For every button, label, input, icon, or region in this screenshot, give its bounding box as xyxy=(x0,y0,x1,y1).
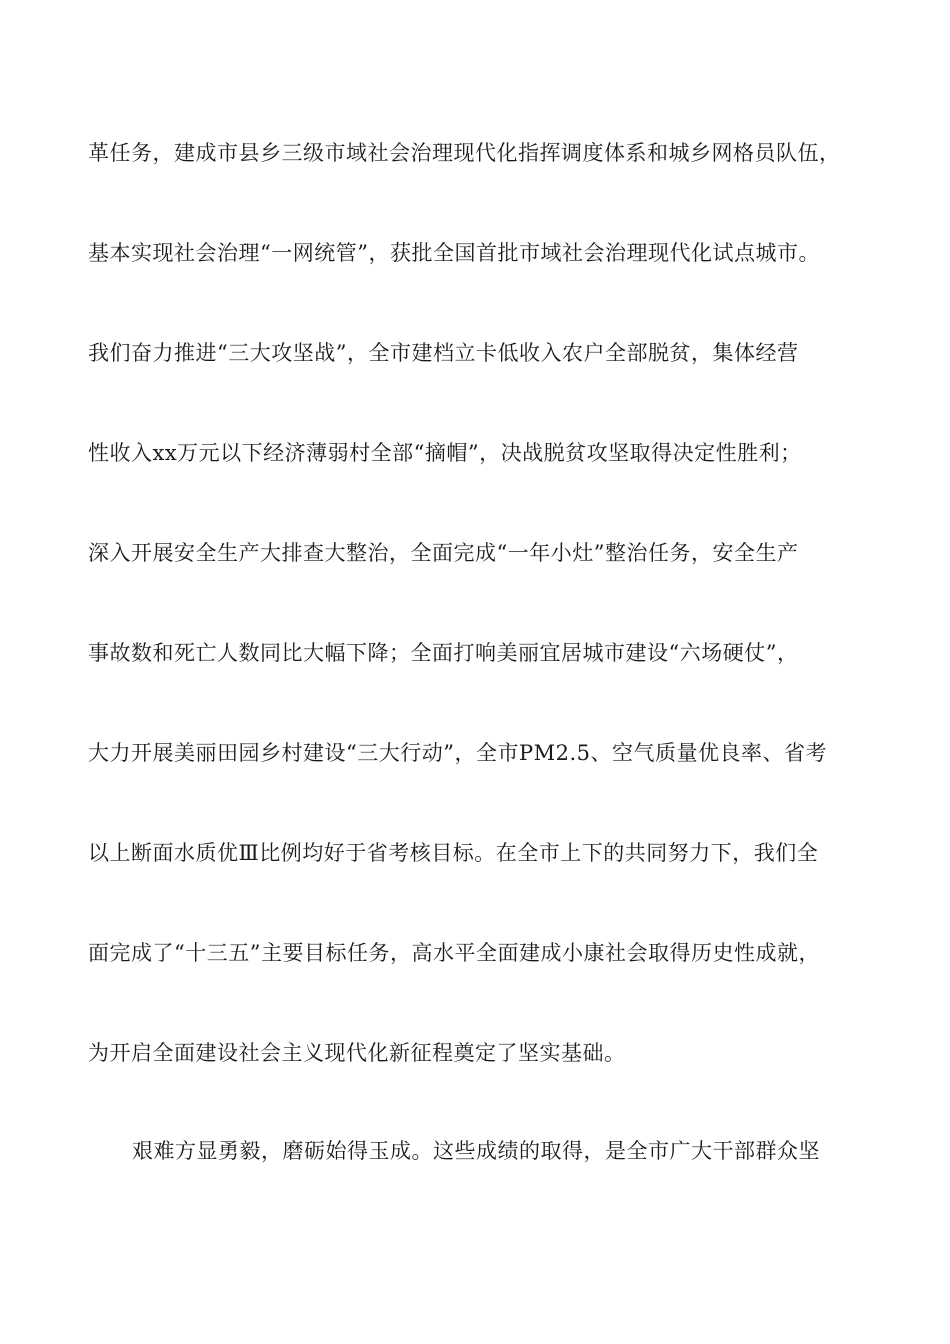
text-line: 为开启全面建设社会主义现代化新征程奠定了坚实基础。 xyxy=(88,1041,626,1065)
text-line: 革任务，建成市县乡三级市域社会治理现代化指挥调度体系和城乡网格员队伍， xyxy=(88,141,841,165)
paragraph-start-line: 艰难方显勇毅，磨砺始得玉成。这些成绩的取得，是全市广大干部群众坚 xyxy=(132,1139,820,1163)
text-line: 深入开展安全生产大排查大整治，全面完成“一年小灶”整治任务，安全生产 xyxy=(88,541,799,565)
text-line: 我们奋力推进“三大攻坚战”，全市建档立卡低收入农户全部脱贫，集体经营 xyxy=(88,341,799,365)
text-line: 事故数和死亡人数同比大幅下降；全面打响美丽宜居城市建设“六场硬仗”， xyxy=(88,641,799,665)
text-line: 性收入xx万元以下经济薄弱村全部“摘帽”，决战脱贫攻坚取得决定性胜利； xyxy=(88,441,802,465)
text-line: 大力开展美丽田园乡村建设“三大行动”，全市PM2.5、空气质量优良率、省考 xyxy=(88,741,827,765)
text-line: 面完成了“十三五”主要目标任务，高水平全面建成小康社会取得历史性成就， xyxy=(88,941,820,965)
text-line: 以上断面水质优Ⅲ比例均好于省考核目标。在全市上下的共同努力下，我们全 xyxy=(88,841,819,865)
text-line: 基本实现社会治理“一网统管”，获批全国首批市域社会治理现代化试点城市。 xyxy=(88,241,820,265)
